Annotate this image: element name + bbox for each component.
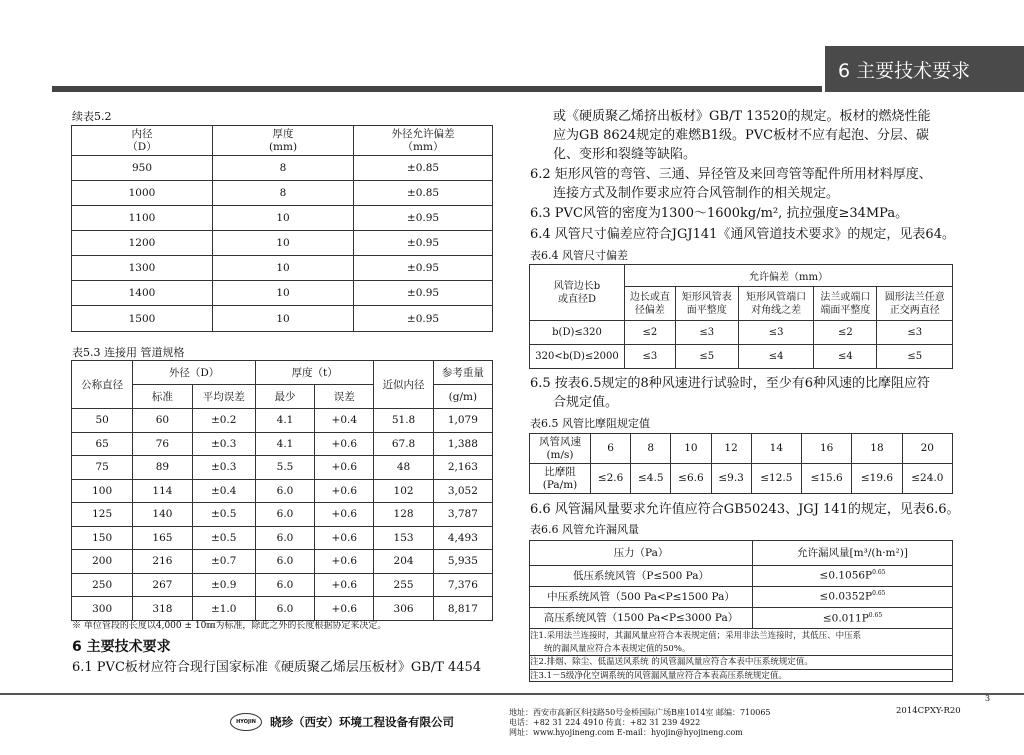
t53-header-nominal: 公称直径 xyxy=(72,361,133,409)
table-cell: 4.1 xyxy=(255,409,314,433)
table-cell: 100 xyxy=(72,479,133,503)
table-cell: 8 xyxy=(213,181,354,206)
table-cell: ≤4.5 xyxy=(631,464,671,494)
table-cell: ±0.95 xyxy=(354,256,493,281)
table-cell: 250 xyxy=(72,573,133,597)
table-row xyxy=(72,181,493,206)
t65-header-friction: 比摩阻 (Pa/m) xyxy=(530,464,591,494)
para-6-5: 6.5 按表6.5规定的8种风速进行试验时，至少有6种风速的比摩阻应符 xyxy=(530,376,931,391)
table-cell: 20 xyxy=(902,434,952,464)
table-cell: 1000 xyxy=(72,181,213,206)
table-cell: ±0.3 xyxy=(192,432,255,456)
company-name: 晓珍（西安）环境工程设备有限公司 xyxy=(270,715,454,729)
company-logo: HYOJIN xyxy=(230,713,262,731)
table-cell: 1200 xyxy=(72,231,213,256)
table-cell: ±0.5 xyxy=(192,503,255,527)
table-row xyxy=(72,281,493,306)
t52-header-id: 内径 （D） xyxy=(72,126,213,156)
footer-web: 网址：www.hyojineng.com E-mail：hyojin@hyojineng.com xyxy=(509,728,743,737)
table-cell: ≤5 xyxy=(675,345,738,369)
t53-header-weight-unit: (g/m) xyxy=(433,385,492,409)
table-cell: 255 xyxy=(374,573,433,597)
table-cell: ≤24.0 xyxy=(902,464,952,494)
table-5-3-note: ※ 单位管段的长度以4,000 ± 10㎜为标准，除此之外的长度根据协定来决定。 xyxy=(72,621,387,631)
table-cell: $\le 0.0352P^{0.65}$ xyxy=(753,586,953,607)
table-cell: +0.6 xyxy=(315,479,374,503)
t64-col-2: 矩形风管表 面平整度 xyxy=(675,287,738,321)
table-cell: ≤3 xyxy=(675,321,738,345)
t53-header-tol: 误差 xyxy=(315,385,374,409)
table-row xyxy=(72,503,493,527)
table-cell: 3,052 xyxy=(433,479,492,503)
table-cell: 8 xyxy=(631,434,671,464)
table-6-6-caption: 表6.6 风管允许漏风量 xyxy=(530,523,639,536)
table-row xyxy=(72,573,493,597)
footer-rule xyxy=(0,693,1024,695)
table-cell: ≤6.6 xyxy=(671,464,711,494)
table-row xyxy=(530,345,953,369)
table-cell: 102 xyxy=(374,479,433,503)
para-6-3: 6.3 PVC风管的密度为1300～1600kg/m², 抗拉强度≥34MPa。 xyxy=(530,206,909,221)
table-6-4-caption: 表6.4 风管尺寸偏差 xyxy=(530,249,628,262)
table-row xyxy=(72,432,493,456)
table-cell: 4,493 xyxy=(433,526,492,550)
table-cell: 153 xyxy=(374,526,433,550)
table-cell: ≤4 xyxy=(814,345,877,369)
t66-header-pressure: 压力（Pa） xyxy=(530,541,753,565)
table-cell: +0.6 xyxy=(315,573,374,597)
table-cell: 7,376 xyxy=(433,573,492,597)
table-cell: 306 xyxy=(374,597,433,621)
table-row xyxy=(72,156,493,181)
table-cell: 125 xyxy=(72,503,133,527)
table-cell: 高压系统风管（1500 Pa<P≤3000 Pa） xyxy=(530,607,753,628)
para-6-1-cont-1: 或《硬质聚乙烯挤出板材》GB/T 13520的规定。板材的燃烧性能 xyxy=(553,109,931,124)
table-cell: 76 xyxy=(133,432,192,456)
table-cell: 4.1 xyxy=(255,432,314,456)
page-section-title: 6 主要技术要求 xyxy=(838,60,971,82)
table-6-4 xyxy=(529,264,953,369)
table-cell: 低压系统风管（P≤500 Pa） xyxy=(530,565,753,586)
t64-header-allow: 允许偏差（mm） xyxy=(625,265,953,287)
table-cell: ±0.7 xyxy=(192,550,255,574)
table-cell: +0.6 xyxy=(315,597,374,621)
table-cell: 60 xyxy=(133,409,192,433)
table-5-3 xyxy=(71,360,493,621)
table-row xyxy=(72,479,493,503)
table-cell: b(D)≤320 xyxy=(530,321,625,345)
table-cell: 204 xyxy=(374,550,433,574)
doc-code: 2014CPXY-R20 xyxy=(896,706,961,716)
table-cell: 1100 xyxy=(72,206,213,231)
table-cell: ≤3 xyxy=(877,321,953,345)
table-row xyxy=(530,586,952,607)
table-cell: +0.6 xyxy=(315,456,374,480)
table-cell: 6.0 xyxy=(255,503,314,527)
table-cell: +0.6 xyxy=(315,550,374,574)
table-row xyxy=(530,607,952,628)
table-cell: 10 xyxy=(213,306,354,332)
table-cell: ±1.0 xyxy=(192,597,255,621)
table-cell: ±0.9 xyxy=(192,573,255,597)
table-cell: ±0.5 xyxy=(192,526,255,550)
table-cell: 320<b(D)≤2000 xyxy=(530,345,625,369)
table-cell: ≤2.6 xyxy=(591,464,631,494)
table-cell: ±0.4 xyxy=(192,479,255,503)
table-cell: $\le 0.1056P^{0.65}$ xyxy=(753,565,953,586)
table-6-5 xyxy=(529,433,953,494)
table-cell: 51.8 xyxy=(374,409,433,433)
para-6-1: 6.1 PVC板材应符合现行国家标准《硬质聚乙烯层压板材》GB/T 4454 xyxy=(72,660,482,675)
table-cell: 10 xyxy=(213,231,354,256)
table-cell: 1,079 xyxy=(433,409,492,433)
t53-header-thickness: 厚度（t） xyxy=(255,361,374,385)
t53-header-min: 最少 xyxy=(255,385,314,409)
table-cell: ±0.3 xyxy=(192,456,255,480)
para-6-6: 6.6 风管漏风量要求允许值应符合GB50243、JGJ 141的规定，见表6.6。 xyxy=(530,502,960,517)
table-cell: ≤19.6 xyxy=(852,464,902,494)
table-cell: 1300 xyxy=(72,256,213,281)
table-row xyxy=(530,434,953,464)
table-cell: 50 xyxy=(72,409,133,433)
table-cell: ≤12.5 xyxy=(751,464,801,494)
t53-header-std: 标准 xyxy=(133,385,192,409)
table-cell: 6.0 xyxy=(255,573,314,597)
para-6-2: 6.2 矩形风管的弯管、三通、异径管及来回弯管等配件所用材料厚度、 xyxy=(530,167,932,182)
table-cell: 8 xyxy=(213,156,354,181)
table-cell: 200 xyxy=(72,550,133,574)
table-cell: 10 xyxy=(213,206,354,231)
table-cell: 14 xyxy=(751,434,801,464)
para-6-2-cont: 连接方式及制作要求应符合风管制作的相关规定。 xyxy=(553,186,840,201)
table-row xyxy=(72,409,493,433)
footer-address: 地址：西安市高新区科技路50号金桥国际广场B座1014室 邮编：710065 xyxy=(509,708,771,717)
table-cell: 75 xyxy=(72,456,133,480)
table-row xyxy=(72,456,493,480)
t64-col-1: 边长或直 径偏差 xyxy=(625,287,676,321)
table-row xyxy=(72,206,493,231)
table-cell: 300 xyxy=(72,597,133,621)
table-5-2-caption: 续表5.2 xyxy=(72,110,112,123)
table-5-3-caption: 表5.3 连接用 管道规格 xyxy=(72,346,185,359)
table-row xyxy=(72,306,493,332)
table-cell: 6 xyxy=(591,434,631,464)
table-cell: ≤9.3 xyxy=(711,464,751,494)
table-cell: 6.0 xyxy=(255,550,314,574)
para-6-5-cont: 合规定值。 xyxy=(553,395,619,410)
t66-header-leak: 允许漏风量[m³/(h·m²)] xyxy=(753,541,953,565)
table-row xyxy=(530,464,953,494)
t64-col-4: 法兰或端口 端面平整度 xyxy=(814,287,877,321)
table-cell: ±0.95 xyxy=(354,306,493,332)
table-cell: +0.4 xyxy=(315,409,374,433)
table-cell: ≤4 xyxy=(738,345,814,369)
table-cell: 1,388 xyxy=(433,432,492,456)
t53-header-err: 平均误差 xyxy=(192,385,255,409)
t53-header-id: 近似内径 xyxy=(374,361,433,409)
table-cell: ±0.85 xyxy=(354,156,493,181)
table-5-2 xyxy=(71,125,493,332)
table-row xyxy=(72,526,493,550)
table-cell: +0.6 xyxy=(315,503,374,527)
table-cell: 10 xyxy=(213,256,354,281)
para-6-1-cont-3: 化、变形和裂缝等缺陷。 xyxy=(553,147,697,162)
table-cell: 67.8 xyxy=(374,432,433,456)
table-cell: 267 xyxy=(133,573,192,597)
table-cell: $\le 0.011P^{0.65}$ xyxy=(753,607,953,628)
table-cell: 1400 xyxy=(72,281,213,306)
table-cell: 89 xyxy=(133,456,192,480)
para-6-4: 6.4 风管尺寸偏差应符合JGJ141《通风管道技术要求》的规定，见表64。 xyxy=(530,227,955,242)
table-cell: ≤5 xyxy=(877,345,953,369)
table-6-5-caption: 表6.5 风管比摩阻规定值 xyxy=(530,417,650,430)
table-cell: 65 xyxy=(72,432,133,456)
table-row xyxy=(72,597,493,621)
t65-header-speed: 风管风速 (m/s) xyxy=(530,434,591,464)
table-cell: 318 xyxy=(133,597,192,621)
t53-header-weight: 参考重量 xyxy=(433,361,492,385)
t66-note-2: 注2.排烟、除尘、低温送风系统 的风管漏风量应符合本表中压系统规定值。 xyxy=(530,655,952,669)
table-row xyxy=(72,550,493,574)
table-cell: 3,787 xyxy=(433,503,492,527)
table-cell: 10 xyxy=(671,434,711,464)
para-6-1-cont-2: 应为GB 8624规定的难燃B1级。PVC板材不应有起泡、分层、碳 xyxy=(553,128,930,143)
section-heading: 6 主要技术要求 xyxy=(72,639,171,655)
footer-phone: 电话：+82 31 224 4910 传真：+82 31 239 4922 xyxy=(509,718,701,727)
t64-header-side: 风管边长b 或直径D xyxy=(530,265,625,321)
table-cell: ≤3 xyxy=(625,345,676,369)
table-cell: ±0.2 xyxy=(192,409,255,433)
t52-header-tolerance: 外径允许偏差 （mm） xyxy=(354,126,493,156)
table-cell: 中压系统风管（500 Pa<P≤1500 Pa） xyxy=(530,586,753,607)
t66-note-1: 注1.采用法兰连接时，其漏风量应符合本表规定值；采用非法兰连接时，其低压、中压系 xyxy=(530,631,862,641)
table-cell: 950 xyxy=(72,156,213,181)
table-cell: 216 xyxy=(133,550,192,574)
table-cell: 10 xyxy=(213,281,354,306)
table-cell: 6.0 xyxy=(255,479,314,503)
table-6-6 xyxy=(529,540,953,682)
table-cell: ±0.95 xyxy=(354,231,493,256)
t66-note-3: 注3.1－5级净化空调系统的风管漏风量应符合本表高压系统规定值。 xyxy=(530,669,952,683)
table-cell: 114 xyxy=(133,479,192,503)
table-cell: 140 xyxy=(133,503,192,527)
table-cell: ±0.85 xyxy=(354,181,493,206)
table-cell: +0.6 xyxy=(315,526,374,550)
table-cell: 6.0 xyxy=(255,526,314,550)
table-cell: 48 xyxy=(374,456,433,480)
t64-col-3: 矩形风管端口 对角线之差 xyxy=(738,287,814,321)
header-rule xyxy=(52,86,822,92)
table-cell: 165 xyxy=(133,526,192,550)
table-cell: ±0.95 xyxy=(354,281,493,306)
table-cell: 6.0 xyxy=(255,597,314,621)
table-cell: 18 xyxy=(852,434,902,464)
table-row xyxy=(530,321,953,345)
table-cell: ≤2 xyxy=(625,321,676,345)
table-cell: 150 xyxy=(72,526,133,550)
table-cell: 16 xyxy=(802,434,852,464)
t52-header-thickness: 厚度 (mm) xyxy=(213,126,354,156)
table-cell: 5.5 xyxy=(255,456,314,480)
t64-col-5: 圆形法兰任意 正交两直径 xyxy=(877,287,953,321)
table-cell: ±0.95 xyxy=(354,206,493,231)
t66-notes xyxy=(530,628,952,682)
table-row xyxy=(72,231,493,256)
page-number: 3 xyxy=(985,694,991,703)
table-cell: ≤15.6 xyxy=(802,464,852,494)
t53-header-od: 外径（D） xyxy=(133,361,256,385)
t66-note-1b: 统的漏风量应符合本表规定值的50%。 xyxy=(544,643,691,654)
table-cell: 5,935 xyxy=(433,550,492,574)
table-row xyxy=(530,565,952,586)
table-cell: ≤3 xyxy=(738,321,814,345)
table-cell: 12 xyxy=(711,434,751,464)
table-cell: ≤2 xyxy=(814,321,877,345)
table-cell: 1500 xyxy=(72,306,213,332)
table-cell: +0.6 xyxy=(315,432,374,456)
table-cell: 2,163 xyxy=(433,456,492,480)
table-cell: 8,817 xyxy=(433,597,492,621)
table-cell: 128 xyxy=(374,503,433,527)
table-row xyxy=(72,256,493,281)
